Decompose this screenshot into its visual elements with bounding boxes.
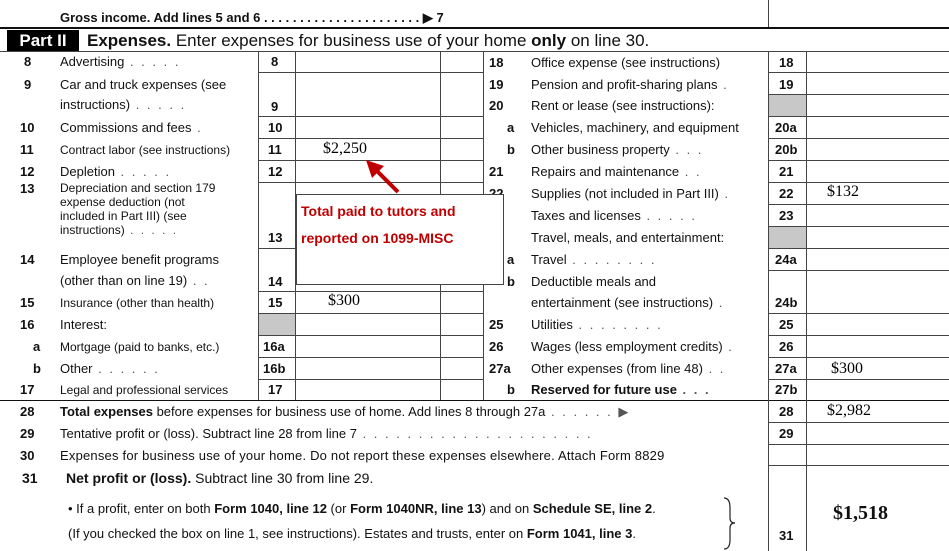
line-label: Car and truck expenses (see <box>60 77 227 92</box>
line-label: included in Part III) (see <box>60 209 187 223</box>
net-profit-note: (If you checked the box on line 1, see instructions). Estates and trusts, enter on Form 1041, line 3. <box>68 526 636 541</box>
box-label: 24b <box>775 295 798 310</box>
line-number: 10 <box>20 120 35 135</box>
brace-icon <box>722 496 738 551</box>
box-label: 11 <box>268 142 282 157</box>
line-number: 30 <box>20 448 35 463</box>
net-profit-value: $1,518 <box>833 502 888 524</box>
box-label: 20b <box>775 142 798 157</box>
line-number: 28 <box>20 404 35 419</box>
part-label: Part II <box>7 30 79 51</box>
line-number: a <box>507 120 515 135</box>
box-label: 27b <box>775 382 798 397</box>
line-number: 17 <box>20 382 35 397</box>
annotation-text: reported on 1099-MISC <box>301 230 454 246</box>
line-number: b <box>507 142 515 157</box>
line-label: (other than on line 19) . . <box>60 273 210 288</box>
line-number: b <box>507 274 515 289</box>
line-label: Travel . . . . . . . . <box>531 252 657 267</box>
line-label: Repairs and maintenance . . <box>531 164 702 179</box>
line-label: Other business property . . . <box>531 142 704 157</box>
line-label: Depreciation and section 179 <box>60 181 216 195</box>
box-label: 21 <box>779 164 794 179</box>
annotation-callout <box>296 194 504 285</box>
insurance-value: $300 <box>328 292 360 309</box>
box-label: 23 <box>779 208 794 223</box>
box-label: 31 <box>779 528 794 543</box>
line-label: Travel, meals, and entertainment: <box>531 230 725 245</box>
line-number: 20 <box>489 98 504 113</box>
line-label: Advertising . . . . . <box>60 54 181 69</box>
box-label: 24a <box>775 252 797 267</box>
line-label: Commissions and fees . <box>60 120 203 135</box>
line-number: a <box>33 339 41 354</box>
line-number: 15 <box>20 295 35 310</box>
box-label: 29 <box>779 426 794 441</box>
annotation-text: Total paid to tutors and <box>301 203 456 219</box>
box-label: 14 <box>268 274 283 289</box>
line-label: Interest: <box>60 317 107 332</box>
home-expenses-label: Expenses for business use of your home. Do not report these expenses elsewhere. Attach Form 8829 <box>60 448 665 463</box>
line-label: Reserved for future use . . . <box>531 382 711 397</box>
tentative-profit-label: Tentative profit or (loss). Subtract line 28 from line 7 . . . . . . . . . . . . . . . . . . . . . <box>60 426 593 441</box>
box-label: 22 <box>779 186 794 201</box>
line-number: 18 <box>489 55 504 70</box>
line-number: 31 <box>22 470 38 486</box>
line-label: Other expenses (from line 48) . . <box>531 361 726 376</box>
line-number: 9 <box>24 77 32 92</box>
line-label: Wages (less employment credits) . <box>531 339 734 354</box>
box-label: 25 <box>779 317 794 332</box>
line-label: Employee benefit programs <box>60 252 219 267</box>
box-label: 19 <box>779 77 794 92</box>
box-label: 17 <box>268 382 283 397</box>
contract-labor-value: $2,250 <box>323 140 367 157</box>
part-title: Expenses. Enter expenses for business use of your home only on line 30. <box>87 31 650 50</box>
line-label: Insurance (other than health) <box>60 296 215 310</box>
box-label: 28 <box>779 404 794 419</box>
total-expenses-label: Total expenses before expenses for business use of home. Add lines 8 through 27a . . . . . . ▶ <box>60 404 631 419</box>
line-label: Deductible meals and <box>531 274 657 289</box>
line-label: Pension and profit-sharing plans . <box>531 77 729 92</box>
line-number: 16 <box>20 317 35 332</box>
box-label: 15 <box>268 295 283 310</box>
gross-income-line-text: Gross income. Add lines 5 and 6 . . . . . . . . . . . . . . . . . . . . . . ▶ 7 <box>60 10 444 24</box>
line-label: Utilities . . . . . . . . <box>531 317 663 332</box>
line-label: Depletion . . . . . <box>60 164 172 179</box>
line-label: Office expense (see instructions) <box>531 55 721 70</box>
line-number: a <box>507 252 515 267</box>
box-label: 18 <box>779 55 794 70</box>
line-label: Vehicles, machinery, and equipment <box>531 120 739 135</box>
net-profit-bullet: • If a profit, enter on both Form 1040, line 12 (or Form 1040NR, line 13) and on Schedule SE, line 2. <box>68 501 656 516</box>
line-number: b <box>507 382 515 397</box>
line-number: 21 <box>489 164 504 179</box>
previous-section-strip <box>0 0 949 24</box>
line-number: 8 <box>24 54 32 69</box>
arrow-icon <box>360 158 405 196</box>
box-label: 8 <box>271 54 279 69</box>
line-number: 25 <box>489 317 504 332</box>
line-label: Taxes and licenses . . . . . <box>531 208 697 223</box>
box-label: 26 <box>779 339 794 354</box>
line-label: Contract labor (see instructions) <box>60 143 231 157</box>
line-label: Supplies (not included in Part III) . <box>531 186 731 201</box>
box-label: 27a <box>775 361 797 376</box>
line-number: 11 <box>20 142 34 157</box>
box-label: 12 <box>268 164 283 179</box>
box-label: 10 <box>268 120 283 135</box>
line-number: 19 <box>489 77 504 92</box>
line-label: instructions) . . . . . <box>60 97 187 112</box>
box-label: 13 <box>268 230 283 245</box>
line-label: expense deduction (not <box>60 195 185 209</box>
line-label: Other . . . . . . <box>60 361 160 376</box>
box-label: 16b <box>263 361 286 376</box>
net-profit-label: Net profit or (loss). Subtract line 30 from line 29. <box>66 470 374 486</box>
other-expenses-value: $300 <box>831 360 863 377</box>
line-label: instructions) . . . . . <box>60 223 179 237</box>
line-number: 13 <box>20 181 35 196</box>
total-expenses-value: $2,982 <box>827 402 871 419</box>
box-label: 16a <box>263 339 285 354</box>
line-number: b <box>33 361 41 376</box>
line-label: entertainment (see instructions) . <box>531 295 725 310</box>
line-number: 26 <box>489 339 504 354</box>
line-number: 14 <box>20 252 35 267</box>
box-label: 9 <box>271 99 279 114</box>
line-label: Rent or lease (see instructions): <box>531 98 715 113</box>
line-number: 27a <box>489 361 511 376</box>
line-label: Legal and professional services <box>60 383 229 397</box>
line-number: 29 <box>20 426 35 441</box>
line-number: 12 <box>20 164 35 179</box>
box-label: 20a <box>775 120 797 135</box>
supplies-value: $132 <box>827 183 859 200</box>
line-label: Mortgage (paid to banks, etc.) <box>60 340 220 354</box>
